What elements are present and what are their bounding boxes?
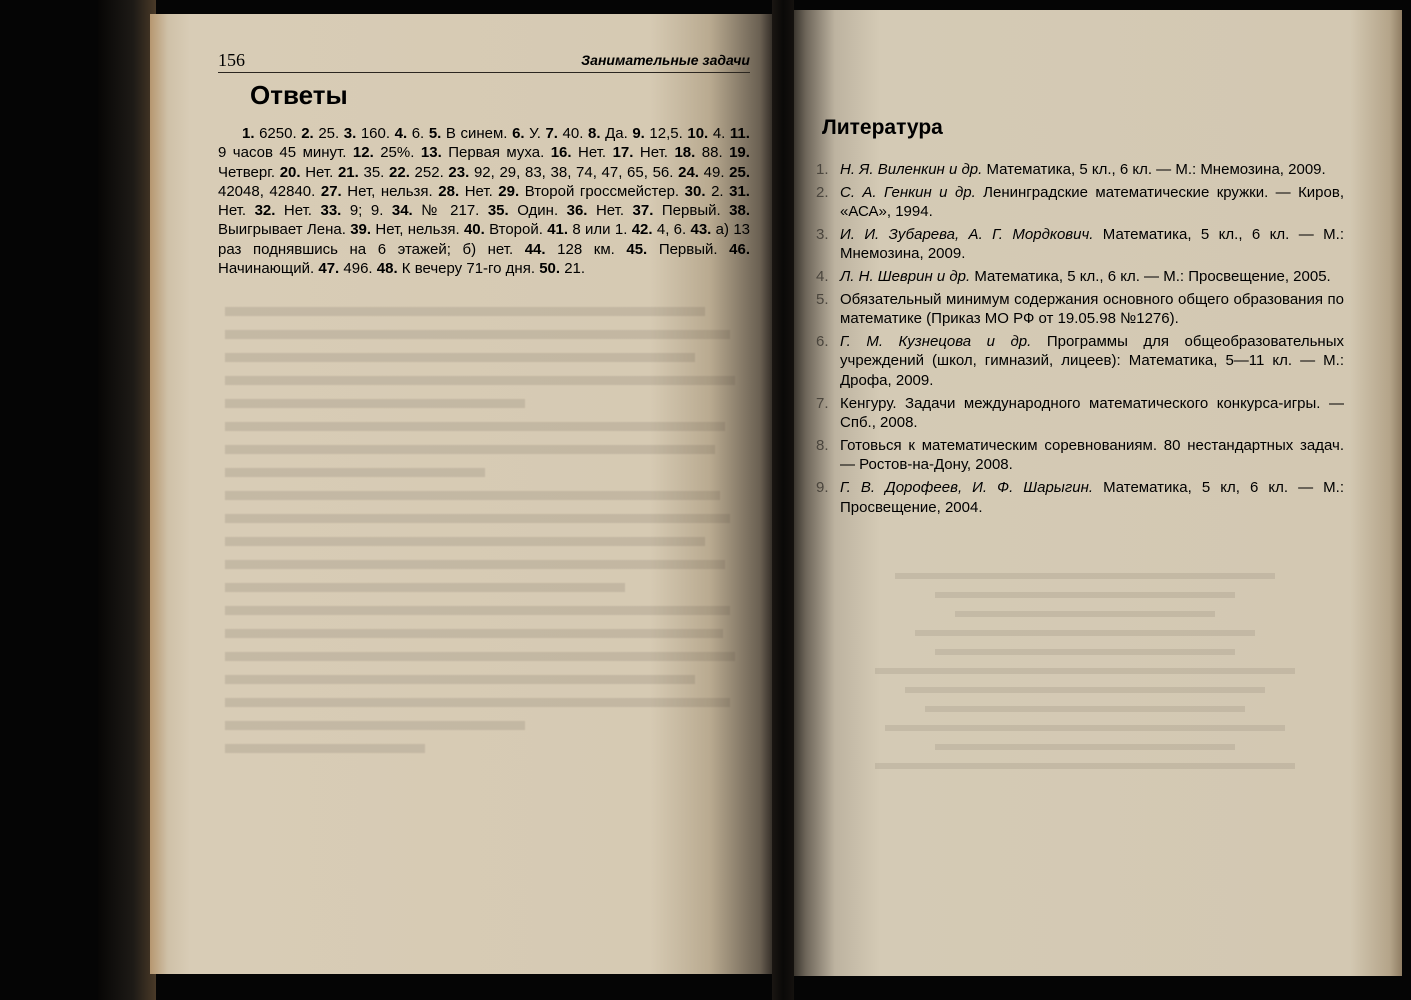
- literature-text: Математика, 5 кл, 6 кл. — М.: Просвещение, 2004.: [840, 479, 1345, 516]
- literature-item: [816, 332, 1344, 391]
- answer-text: № 217.: [421, 202, 480, 220]
- literature-text: Ленинградские математические кружки. — Киров, «АСА», 1994.: [840, 183, 1345, 221]
- answer-item: [678, 164, 724, 181]
- literature-number: 6.: [816, 332, 829, 350]
- answer-text: Нет.: [218, 202, 247, 220]
- answer-item: [438, 183, 492, 200]
- answer-item: [525, 241, 615, 258]
- answer-number: 30.: [684, 182, 706, 200]
- answer-number: 43.: [690, 221, 712, 239]
- answer-number: 27.: [320, 182, 342, 200]
- answer-item: [350, 221, 459, 238]
- literature-entry: [840, 290, 1344, 329]
- book-gutter: [772, 0, 794, 1000]
- answer-text: Нет.: [578, 144, 607, 162]
- answer-number: 8.: [587, 125, 601, 142]
- answer-text: 9; 9.: [349, 202, 384, 220]
- answer-number: 3.: [343, 125, 357, 142]
- answer-number: 50.: [539, 260, 561, 278]
- answer-item: [626, 241, 717, 258]
- literature-entry: [840, 160, 1344, 180]
- answer-number: 5.: [428, 125, 442, 142]
- answer-number: 20.: [279, 163, 301, 181]
- answer-item: [392, 202, 479, 219]
- answer-number: 47.: [318, 260, 340, 278]
- literature-text: Программы для общеобразовательных учреждений (школ, гимназий, лицеев): Математика, 5—11 кл. — М.: Дрофа, 2009.: [840, 332, 1344, 389]
- answer-item: [338, 164, 384, 181]
- answer-text: 8 или 1.: [572, 221, 628, 239]
- answer-item: [353, 144, 415, 161]
- running-header: [218, 46, 750, 73]
- literature-number: 1.: [816, 161, 829, 178]
- literature-item: [816, 290, 1344, 329]
- literature-number: 2.: [816, 183, 829, 201]
- answer-text: 128 км.: [557, 240, 615, 258]
- answer-text: В синем.: [445, 125, 508, 142]
- literature-entry: [840, 478, 1344, 517]
- answer-text: Нет.: [464, 182, 493, 200]
- literature-heading: Литература: [822, 116, 943, 139]
- answer-item: [255, 202, 312, 219]
- answer-text: 42048, 42840.: [218, 182, 316, 200]
- answer-text: 6250.: [259, 125, 297, 142]
- answer-item: [421, 144, 544, 161]
- answer-text: 4, 6.: [656, 221, 687, 239]
- answer-number: 17.: [612, 144, 634, 162]
- answer-item: [321, 183, 433, 200]
- literature-entry: [840, 225, 1344, 264]
- answer-item: [547, 221, 627, 238]
- literature-author: С. А. Генкин и др.: [840, 183, 976, 201]
- answer-number: 37.: [632, 202, 654, 220]
- answer-item: [632, 221, 687, 238]
- answer-number: 1.: [242, 125, 255, 142]
- answer-number: 9.: [632, 125, 645, 142]
- answer-text: Второй гроссмейстер.: [524, 182, 680, 200]
- answer-number: 33.: [320, 202, 342, 220]
- answer-item: [685, 183, 724, 200]
- answer-number: 39.: [350, 221, 372, 239]
- answer-text: 92, 29, 83, 38, 74, 47, 65, 56.: [473, 163, 674, 181]
- answer-text: Нет.: [595, 202, 625, 220]
- answer-item: [613, 144, 668, 161]
- answer-number: 25.: [729, 163, 751, 181]
- answer-item: [318, 260, 372, 277]
- answer-text: 40.: [562, 125, 584, 142]
- literature-number: 3.: [816, 225, 829, 243]
- answer-number: 28.: [438, 182, 460, 200]
- answer-text: Второй.: [489, 221, 543, 239]
- answer-text: 12,5.: [649, 125, 683, 142]
- literature-text: Готовься к математическим соревнованиям. 80 нестандартных задач. — Ростов-на-Дону, 2008.: [840, 436, 1344, 474]
- answer-item: [377, 260, 535, 277]
- answer-text: Первый.: [661, 202, 721, 220]
- literature-number: 8.: [816, 436, 829, 454]
- answer-item: [512, 125, 541, 142]
- answer-item: [632, 125, 682, 142]
- answer-number: 23.: [448, 163, 470, 181]
- answer-text: 21.: [564, 260, 586, 278]
- answer-text: 2.: [711, 182, 724, 200]
- answer-text: 496.: [343, 260, 373, 278]
- answers-heading: Ответы: [250, 80, 348, 110]
- answer-number: 32.: [254, 202, 276, 220]
- answer-text: 25%.: [380, 144, 415, 162]
- answer-number: 48.: [376, 260, 398, 278]
- answer-item: [567, 202, 624, 219]
- answers-paragraph: [218, 124, 750, 278]
- answer-number: 7.: [545, 125, 558, 142]
- literature-entry: [840, 183, 1344, 222]
- answer-number: 13.: [420, 144, 442, 162]
- answer-item: [551, 144, 606, 161]
- answer-number: 6.: [512, 125, 525, 142]
- answer-text: Да.: [605, 125, 628, 142]
- book-edge-shadow: [98, 0, 156, 1000]
- answer-number: 41.: [547, 221, 569, 239]
- answer-text: Первый.: [658, 240, 718, 258]
- literature-entry: [840, 394, 1344, 433]
- running-title: Занимательные задачи: [581, 52, 750, 68]
- literature-text: Математика, 5 кл., 6 кл. — М.: Мнемозина, 2009.: [982, 161, 1326, 178]
- answer-number: 40.: [463, 221, 485, 239]
- answer-item: [674, 144, 722, 161]
- answer-number: 44.: [524, 240, 546, 258]
- answer-number: 31.: [729, 182, 750, 200]
- answer-text: 35.: [363, 163, 385, 181]
- answer-number: 16.: [550, 144, 572, 162]
- literature-author: Л. Н. Шеврин и др.: [840, 268, 971, 286]
- answer-number: 10.: [687, 125, 709, 142]
- literature-item: [816, 160, 1344, 180]
- answer-text: Первая муха.: [448, 144, 545, 162]
- answer-text: 160.: [360, 125, 391, 142]
- answer-text: Выигрывает Лена.: [218, 221, 346, 239]
- literature-number: 7.: [816, 394, 829, 412]
- answer-text: Нет, нельзя.: [375, 221, 460, 239]
- answer-number: 34.: [391, 202, 413, 220]
- answer-text: Четверг.: [218, 163, 276, 181]
- answer-item: [539, 260, 585, 277]
- literature-author: Г. В. Дорофеев, И. Ф. Шарыгин.: [840, 479, 1093, 496]
- answer-number: 36.: [566, 202, 588, 220]
- literature-list: [816, 160, 1344, 520]
- answer-number: 11.: [729, 125, 750, 142]
- show-through-texture-right: [850, 560, 1320, 782]
- answer-text: а) 13 раз поднявшись на 6 этажей; б) нет.: [218, 221, 751, 258]
- answer-text: Нет.: [305, 163, 334, 181]
- answer-number: 38.: [729, 202, 751, 220]
- answer-number: 19.: [729, 144, 750, 162]
- answer-text: 6.: [411, 125, 425, 142]
- page-number: 156: [218, 50, 245, 70]
- answer-item: [545, 125, 583, 142]
- answer-item: [464, 221, 543, 238]
- answer-item: [320, 202, 383, 219]
- literature-author: Н. Я. Виленкин и др.: [840, 161, 983, 178]
- literature-number: 4.: [816, 268, 829, 286]
- answer-item: [429, 125, 508, 142]
- answer-number: 45.: [626, 240, 648, 258]
- answers-body: [218, 124, 750, 278]
- literature-entry: [840, 267, 1344, 287]
- answer-text: 4.: [712, 125, 726, 142]
- answer-number: 22.: [389, 163, 410, 181]
- literature-text: Математика, 5 кл., 6 кл. — М.: Просвещение, 2005.: [970, 268, 1331, 286]
- answer-text: 9 часов 45 минут.: [218, 144, 347, 162]
- answer-text: Один.: [517, 202, 559, 220]
- answer-item: [448, 164, 673, 181]
- literature-text: Кенгуру. Задачи международного математического конкурса-игры. — Спб., 2008.: [840, 394, 1344, 432]
- answer-item: [687, 125, 725, 142]
- answer-number: 46.: [729, 240, 751, 258]
- literature-number: 5.: [816, 290, 829, 308]
- literature-entry: [840, 332, 1344, 391]
- answer-number: 21.: [337, 163, 359, 181]
- answer-text: Нет.: [639, 144, 668, 162]
- answer-text: Нет, нельзя.: [347, 182, 433, 200]
- literature-item: [816, 225, 1344, 264]
- literature-item: [816, 436, 1344, 475]
- literature-item: [816, 394, 1344, 433]
- answer-text: Начинающий.: [218, 260, 315, 278]
- literature-text: Обязательный минимум содержания основного общего образования по математике (Приказ МО РФ от 19.05.98 №1276).: [840, 290, 1344, 328]
- answer-item: [344, 125, 390, 142]
- literature-author: Г. М. Кузнецова и др.: [840, 332, 1032, 350]
- answer-item: [280, 164, 334, 181]
- answer-item: [389, 164, 444, 181]
- answer-text: Нет.: [283, 202, 312, 220]
- answer-number: 42.: [631, 221, 653, 239]
- answer-number: 2.: [301, 125, 314, 142]
- answer-item: [395, 125, 425, 142]
- answer-number: 4.: [394, 125, 408, 142]
- answer-item: [488, 202, 558, 219]
- answer-text: 88.: [701, 144, 723, 162]
- answer-item: [242, 125, 297, 142]
- answer-item: [633, 202, 721, 219]
- literature-text: Математика, 5 кл., 6 кл. — М.: Мнемозина, 2009.: [840, 225, 1344, 263]
- answer-number: 35.: [487, 202, 509, 220]
- literature-entry: [840, 436, 1344, 475]
- literature-item: [816, 183, 1344, 222]
- answer-number: 18.: [674, 144, 696, 162]
- literature-author: И. И. Зубарева, А. Г. Мордкович.: [840, 225, 1094, 243]
- answer-text: У.: [529, 125, 541, 142]
- answer-number: 24.: [678, 163, 699, 181]
- answer-text: К вечеру 71-го дня.: [401, 260, 536, 278]
- answer-number: 12.: [352, 144, 374, 162]
- answer-item: [588, 125, 628, 142]
- literature-number: 9.: [816, 479, 829, 496]
- answer-number: 29.: [498, 182, 520, 200]
- answer-text: 49.: [703, 163, 725, 181]
- show-through-texture: [225, 300, 745, 760]
- answer-item: [498, 183, 679, 200]
- literature-item: [816, 267, 1344, 287]
- answer-text: 25.: [318, 125, 340, 142]
- answer-item: [301, 125, 339, 142]
- answer-text: 252.: [414, 163, 444, 181]
- literature-item: [816, 478, 1344, 517]
